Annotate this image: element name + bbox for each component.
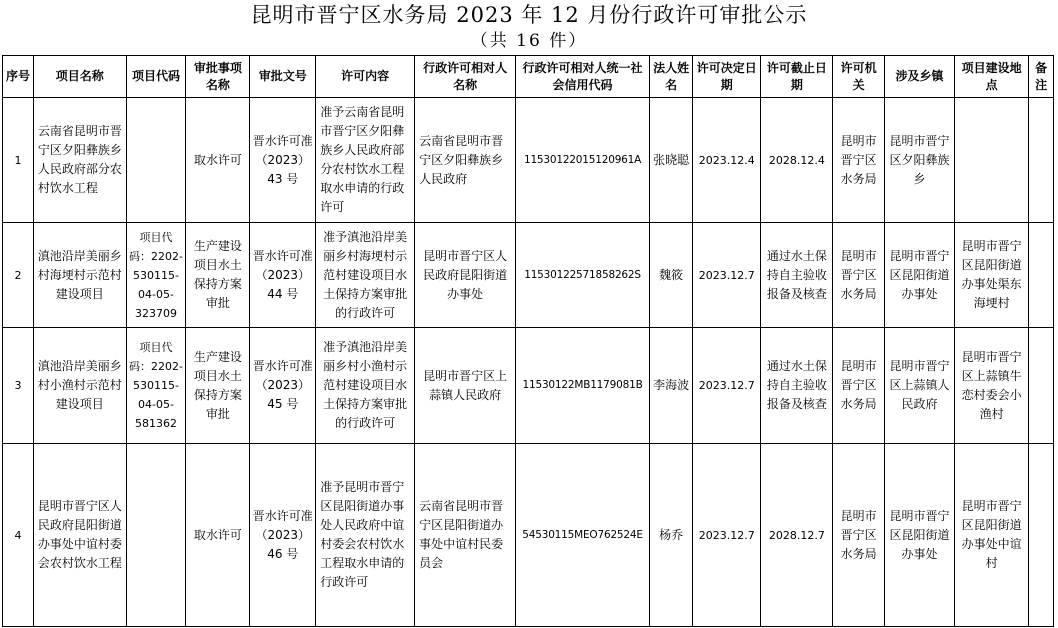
cell-authority: 昆明市晋宁区水务局: [833, 444, 885, 627]
header-authority: 许可机关: [833, 56, 885, 98]
cell-project-code: [126, 444, 186, 627]
cell-end-date: 2028.12.4: [761, 98, 833, 223]
header-end-date: 许可截止日期: [761, 56, 833, 98]
cell-counterparty: 云南省昆明市晋宁区昆阳街道办事处中谊村民委员会: [415, 444, 516, 627]
header-seq: 序号: [3, 56, 34, 98]
cell-credit-code: 11530122MB1179081B: [516, 328, 650, 444]
cell-legal-rep: 魏筱: [650, 223, 693, 328]
header-project-code: 项目代码: [126, 56, 186, 98]
cell-location: [954, 98, 1028, 223]
cell-project-code: 项目代码：2202-530115-04-05-323709: [126, 223, 186, 328]
cell-remark: [1029, 98, 1054, 223]
cell-end-date: 2028.12.7: [761, 444, 833, 627]
cell-location: 昆明市晋宁区上蒜镇牛恋村委会小渔村: [954, 328, 1028, 444]
table-row: [3, 223, 1054, 328]
cell-seq: 2: [3, 223, 34, 328]
cell-seq: 4: [3, 444, 34, 627]
cell-legal-rep: 李海波: [650, 328, 693, 444]
cell-credit-code: 11530122015120961A: [516, 98, 650, 223]
cell-decision-date: 2023.12.7: [693, 444, 761, 627]
cell-seq: 1: [3, 98, 34, 223]
cell-authority: 昆明市晋宁区水务局: [833, 328, 885, 444]
cell-counterparty: 昆明市晋宁区上蒜镇人民政府: [415, 328, 516, 444]
header-doc-no: 审批文号: [250, 56, 316, 98]
cell-remark: [1029, 328, 1054, 444]
header-legal-rep: 法人姓名: [650, 56, 693, 98]
approval-table: [2, 55, 1054, 627]
cell-location: 昆明市晋宁区昆阳街道办事处中谊村: [954, 444, 1028, 627]
header-approval-item: 审批事项名称: [186, 56, 250, 98]
header-location: 项目建设地点: [954, 56, 1028, 98]
page-title: 昆明市晋宁区水务局 2023 年 12 月份行政许可审批公示: [250, 3, 808, 27]
cell-remark: [1029, 444, 1054, 627]
cell-content: 准予云南省昆明市晋宁区夕阳彝族乡人民政府部分农村饮水工程取水申请的行政许可: [316, 98, 415, 223]
cell-approval-item: 取水许可: [186, 98, 250, 223]
cell-counterparty: 云南省昆明市晋宁区夕阳彝族乡人民政府: [415, 98, 516, 223]
page-subtitle: （共 16 件）: [470, 31, 588, 51]
cell-approval-item: 生产建设项目水土保持方案审批: [186, 328, 250, 444]
header-credit-code: 行政许可相对人统一社会信用代码: [516, 56, 650, 98]
table-row: [3, 328, 1054, 444]
cell-township: 昆明市晋宁区上蒜镇人民政府: [884, 328, 954, 444]
header-content: 许可内容: [316, 56, 415, 98]
cell-approval-item: 取水许可: [186, 444, 250, 627]
cell-remark: [1029, 223, 1054, 328]
cell-legal-rep: 杨乔: [650, 444, 693, 627]
cell-project-name: 滇池沿岸美丽乡村海埂村示范村建设项目: [33, 223, 126, 328]
cell-doc-no: 晋水许可准（2023）45 号: [250, 328, 316, 444]
header-project-name: 项目名称: [33, 56, 126, 98]
cell-content: 准予昆明市晋宁区昆阳街道办事处人民政府中谊村委会农村饮水工程取水申请的行政许可: [316, 444, 415, 627]
cell-end-date: 通过水土保持自主验收报备及核查: [761, 328, 833, 444]
cell-project-code: [126, 98, 186, 223]
cell-decision-date: 2023.12.4: [693, 98, 761, 223]
cell-approval-item: 生产建设项目水土保持方案审批: [186, 223, 250, 328]
cell-end-date: 通过水土保持自主验收报备及核查: [761, 223, 833, 328]
table-row: [3, 444, 1054, 627]
cell-project-name: 昆明市晋宁区人民政府昆阳街道办事处中谊村委会农村饮水工程: [33, 444, 126, 627]
cell-location: 昆明市晋宁区昆阳街道办事处渠东海埂村: [954, 223, 1028, 328]
table-header-row: [3, 56, 1054, 98]
header-remark: 备注: [1029, 56, 1054, 98]
cell-doc-no: 晋水许可准（2023）43 号: [250, 98, 316, 223]
cell-project-code: 项目代码：2202-530115-04-05-581362: [126, 328, 186, 444]
cell-credit-code: 54530115MEO762524E: [516, 444, 650, 627]
header-decision-date: 许可决定日期: [693, 56, 761, 98]
cell-decision-date: 2023.12.7: [693, 223, 761, 328]
header-township: 涉及乡镇: [884, 56, 954, 98]
cell-township: 昆明市晋宁区夕阳彝族乡: [884, 98, 954, 223]
cell-content: 准予滇池沿岸美丽乡村海埂村示范村建设项目水土保持方案审批的行政许可: [316, 223, 415, 328]
header-counterparty: 行政许可相对人名称: [415, 56, 516, 98]
cell-authority: 昆明市晋宁区水务局: [833, 223, 885, 328]
cell-project-name: 云南省昆明市晋宁区夕阳彝族乡人民政府部分农村饮水工程: [33, 98, 126, 223]
cell-legal-rep: 张晓聪: [650, 98, 693, 223]
cell-authority: 昆明市晋宁区水务局: [833, 98, 885, 223]
cell-doc-no: 晋水许可准（2023）46 号: [250, 444, 316, 627]
cell-township: 昆明市晋宁区昆阳街道办事处: [884, 444, 954, 627]
table-row: [3, 98, 1054, 223]
cell-doc-no: 晋水许可准（2023）44 号: [250, 223, 316, 328]
cell-credit-code: 11530122571858262S: [516, 223, 650, 328]
cell-project-name: 滇池沿岸美丽乡村小渔村示范村建设项目: [33, 328, 126, 444]
cell-seq: 3: [3, 328, 34, 444]
cell-township: 昆明市晋宁区昆阳街道办事处: [884, 223, 954, 328]
cell-decision-date: 2023.12.7: [693, 328, 761, 444]
cell-counterparty: 昆明市晋宁区人民政府昆阳街道办事处: [415, 223, 516, 328]
cell-content: 准予滇池沿岸美丽乡村小渔村示范村建设项目水土保持方案审批的行政许可: [316, 328, 415, 444]
